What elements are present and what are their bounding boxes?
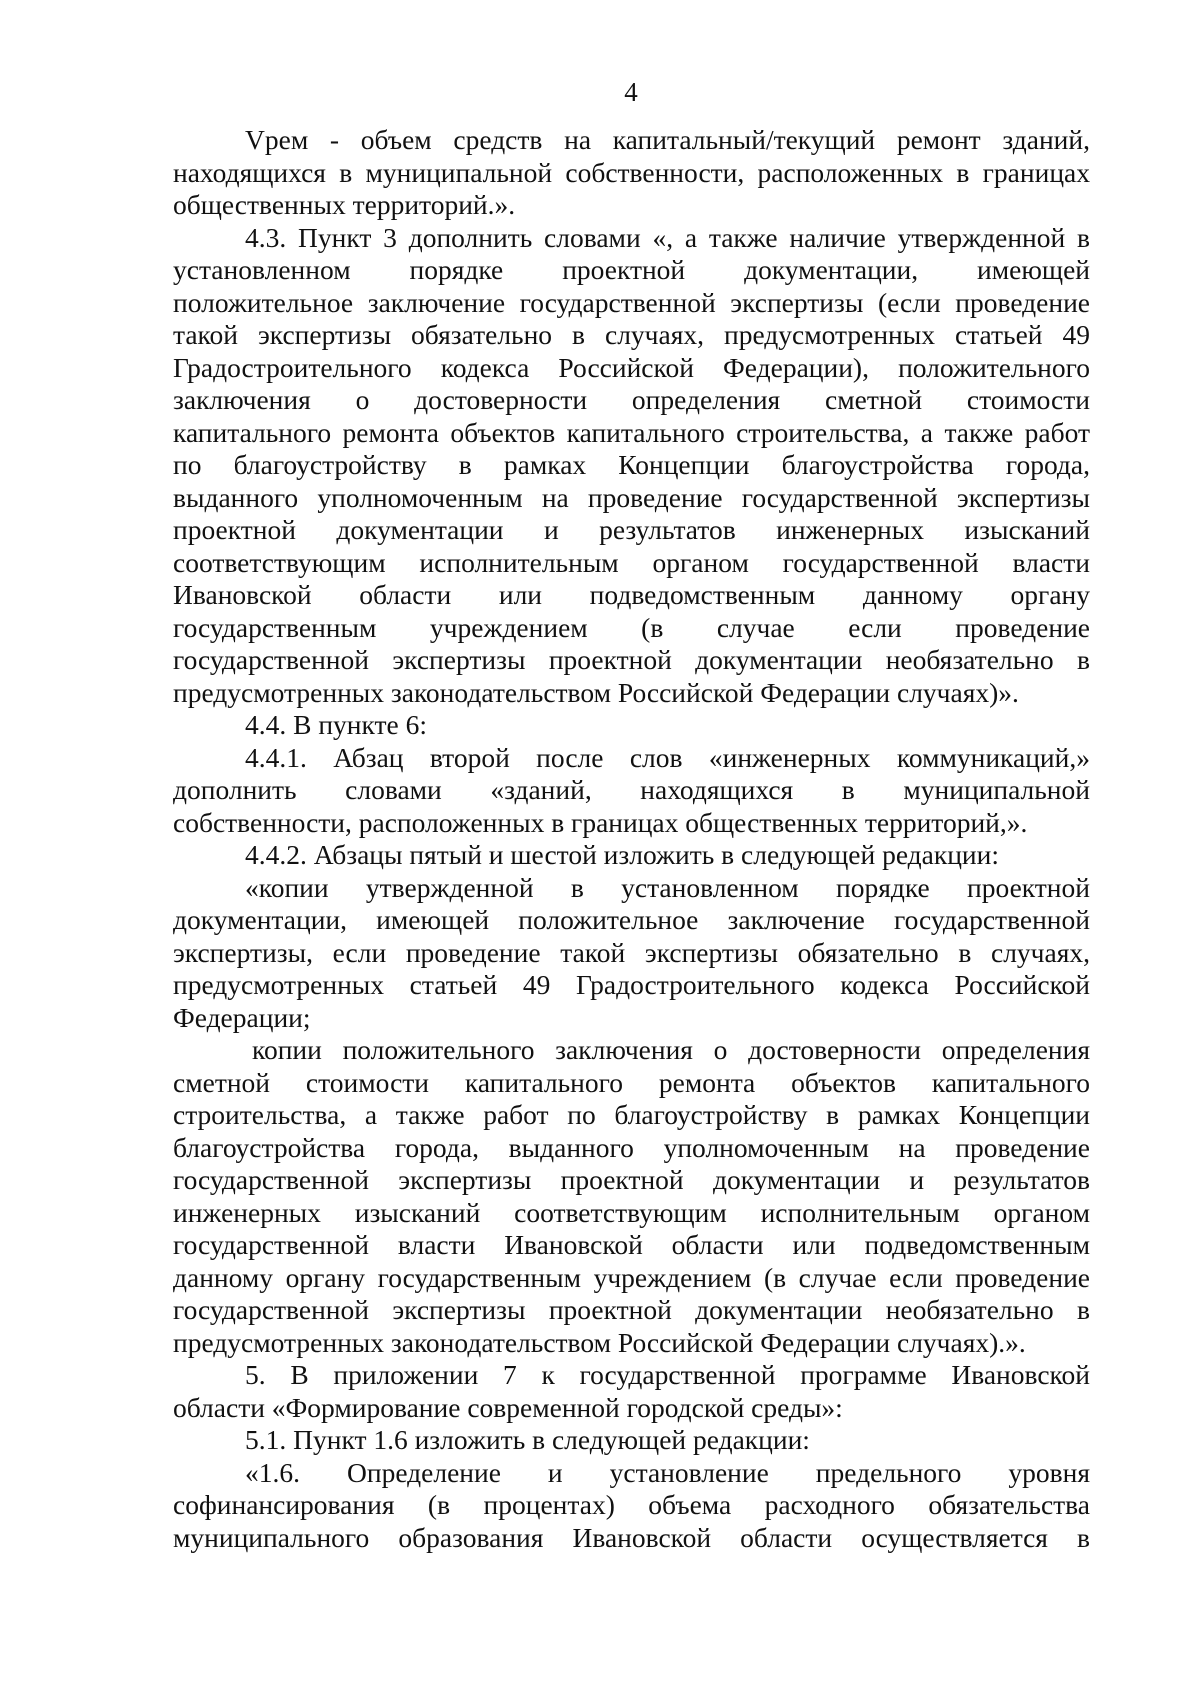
- text-line: установленном порядке проектной документации, имеющей: [173, 254, 1090, 285]
- text-line: государственной экспертизы проектной документации необязательно в: [173, 1294, 1090, 1325]
- text-line: проектной документации и результатов инженерных изысканий: [173, 514, 1090, 545]
- text-line: экспертизы, если проведение такой экспертизы обязательно в случаях,: [173, 936, 1090, 968]
- text-line: софинансирования (в процентах) объема расходного обязательства: [173, 1489, 1090, 1520]
- text-line: сметной стоимости капитального ремонта объектов капитального: [173, 1066, 1090, 1098]
- text-line: государственной власти Ивановской области или подведомственным: [173, 1229, 1090, 1260]
- text-line: дополнить словами «зданий, находящихся в муниципальной: [173, 774, 1090, 805]
- text-line: заключения о достоверности определения сметной стоимости: [173, 384, 1090, 415]
- text-line: копии положительного заключения о достоверности определения: [252, 1034, 1090, 1065]
- text-line: 5. В приложении 7 к государственной программе Ивановской: [245, 1359, 1090, 1390]
- text-line: благоустройства города, выданного уполномоченным на проведение: [173, 1131, 1090, 1163]
- text-line: капитального ремонта объектов капитального строительства, а также работ: [173, 416, 1090, 448]
- text-line: 4.4.1. Абзац второй после слов «инженерных коммуникаций,»: [245, 741, 1090, 773]
- page-number: 4: [624, 77, 638, 107]
- text-line: 4.4.2. Абзацы пятый и шестой изложить в следующей редакции:: [245, 839, 1000, 870]
- text-line: «1.6. Определение и установление предельного уровня: [245, 1456, 1090, 1488]
- text-line: инженерных изысканий соответствующим исполнительным органом: [173, 1196, 1090, 1228]
- text-line: выданного уполномоченным на проведение государственной экспертизы: [173, 481, 1090, 513]
- text-line: данному органу государственным учреждением (в случае если проведение: [173, 1261, 1090, 1293]
- text-line: муниципального образования Ивановской области осуществляется в: [173, 1521, 1090, 1553]
- text-line: Федерации;: [173, 1001, 311, 1033]
- text-line: 4.3. Пункт 3 дополнить словами «, а также наличие утвержденной в: [245, 221, 1090, 253]
- text-line: Градостроительного кодекса Российской Федерации), положительного: [173, 351, 1090, 383]
- text-line: Vрем - объем средств на капитальный/текущий ремонт зданий,: [245, 124, 1090, 155]
- document-body: [173, 124, 1090, 1554]
- text-line: такой экспертизы обязательно в случаях, предусмотренных статьей 49: [173, 319, 1090, 350]
- text-line: предусмотренных законодательством Российской Федерации случаях)».: [173, 676, 1019, 708]
- text-line: строительства, а также работ по благоустройству в рамках Концепции: [173, 1099, 1090, 1130]
- text-line: положительное заключение государственной экспертизы (если проведение: [173, 286, 1090, 318]
- text-line: по благоустройству в рамках Концепции благоустройства города,: [173, 449, 1090, 480]
- text-line: государственным учреждением (в случае если проведение: [173, 611, 1090, 643]
- text-line: государственной экспертизы проектной документации и результатов: [173, 1164, 1090, 1195]
- text-line: Ивановской области или подведомственным данному органу: [173, 579, 1090, 610]
- text-line: документации, имеющей положительное заключение государственной: [173, 904, 1090, 935]
- text-line: «копии утвержденной в установленном порядке проектной: [245, 871, 1090, 903]
- text-line: общественных территорий.».: [173, 189, 516, 220]
- text-line: области «Формирование современной городской среды»:: [173, 1391, 843, 1423]
- text-line: предусмотренных законодательством Российской Федерации случаях).».: [173, 1326, 1026, 1358]
- text-line: 4.4. В пункте 6:: [245, 709, 428, 740]
- text-line: государственной экспертизы проектной документации необязательно в: [173, 644, 1090, 675]
- text-line: 5.1. Пункт 1.6 изложить в следующей редакции:: [245, 1424, 810, 1455]
- text-line: соответствующим исполнительным органом государственной власти: [173, 546, 1090, 578]
- text-line: собственности, расположенных в границах общественных территорий,».: [173, 806, 1028, 838]
- text-line: предусмотренных статьей 49 Градостроительного кодекса Российской: [173, 969, 1090, 1000]
- text-line: находящихся в муниципальной собственности, расположенных в границах: [173, 156, 1090, 188]
